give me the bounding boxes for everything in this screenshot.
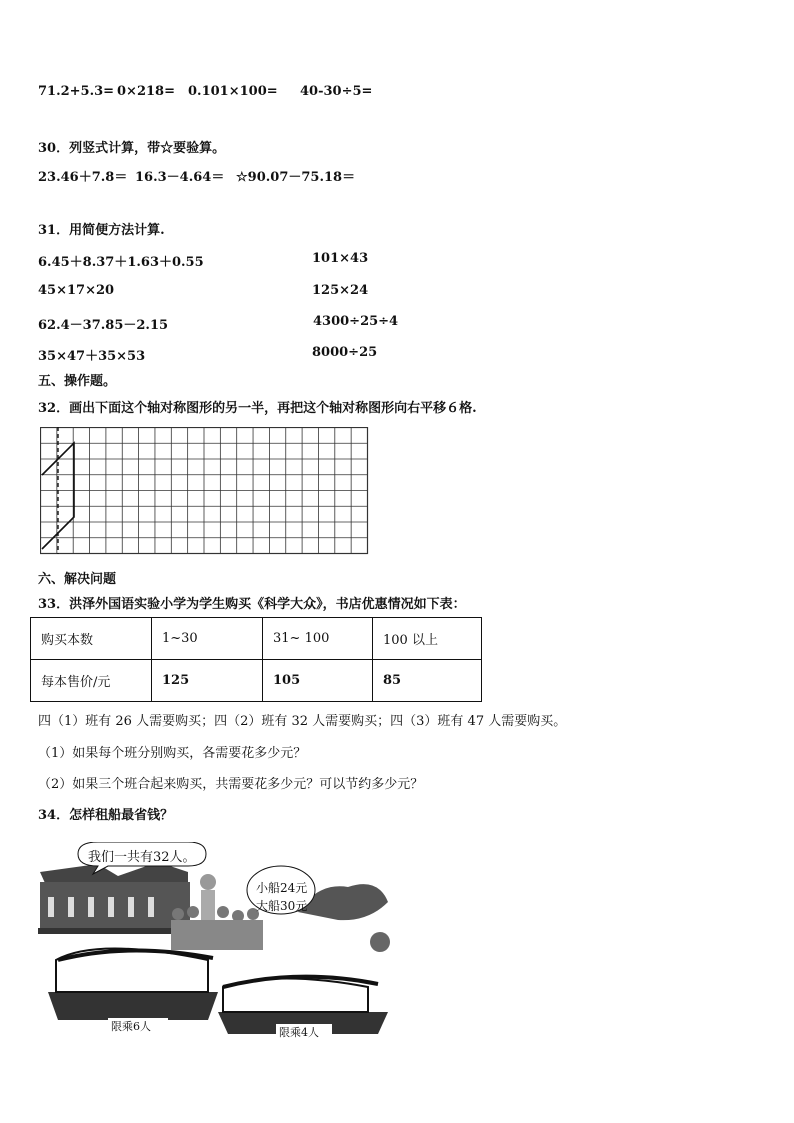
calc-item: 4300÷25÷4 xyxy=(313,314,399,329)
table-cell: 105 xyxy=(263,660,373,702)
question-title: 32．画出下面这个轴对称图形的另一半，再把这个轴对称图形向右平移６格. xyxy=(38,401,477,416)
question-title: 33．洪泽外国语实验小学为学生购买《科学大众》，书店优惠情况如下表： xyxy=(38,597,466,612)
table-cell: 100 以上 xyxy=(373,618,482,660)
price-small-boat: 小船24元 xyxy=(256,881,308,895)
speech-bubble-text: 我们一共有32人。 xyxy=(88,850,196,865)
table-cell: 购买本数 xyxy=(31,618,152,660)
table-row xyxy=(31,618,482,660)
calc-item: 71.2+5.3= xyxy=(38,84,115,99)
calc-item: 23.46＋7.8＝ xyxy=(38,170,128,185)
calc-item: 62.4－37.85－2.15 xyxy=(38,318,169,333)
boat-label-small: 限乘4人 xyxy=(279,1026,319,1039)
sub-question: （2）如果三个班合起来购买，共需要花多少元？可以节约多少元？ xyxy=(38,777,424,792)
section-heading: 六、解决问题 xyxy=(38,572,117,587)
calc-item: 45×17×20 xyxy=(38,283,115,298)
calc-item: 125×24 xyxy=(312,283,369,298)
question-title: 31．用简便方法计算. xyxy=(38,223,165,238)
table-cell: 125 xyxy=(152,660,263,702)
calc-item: 35×47＋35×53 xyxy=(38,349,146,364)
question-title: 34．怎样租船最省钱？ xyxy=(38,808,174,823)
boat-rental-illustration xyxy=(38,842,398,1042)
table-cell: 85 xyxy=(373,660,482,702)
question-title: 30．列竖式计算，带☆要验算。 xyxy=(38,141,226,156)
table-cell: 1~30 xyxy=(152,618,263,660)
price-big-boat: 大船30元 xyxy=(256,899,308,913)
section-heading: 五、操作题。 xyxy=(38,374,117,389)
calc-item: 6.45＋8.37＋1.63＋0.55 xyxy=(38,255,204,270)
sub-question: （1）如果每个班分别购买，各需要花多少元？ xyxy=(38,746,307,761)
calc-item: 101×43 xyxy=(312,251,369,266)
calc-item: ☆90.07－75.18＝ xyxy=(236,170,356,185)
calc-item: 8000÷25 xyxy=(312,345,378,360)
calc-item: 16.3－4.64＝ xyxy=(135,170,225,185)
table-cell: 31~ 100 xyxy=(263,618,373,660)
calc-item: 0×218= xyxy=(117,84,175,99)
table-cell: 每本售价/元 xyxy=(31,660,152,702)
table-row xyxy=(31,660,482,702)
calc-item: 40-30÷5= xyxy=(300,84,373,99)
calc-item: 0.101×100= xyxy=(188,84,278,99)
price-table xyxy=(30,617,482,702)
symmetry-grid xyxy=(40,427,370,557)
boat-label-big: 限乘6人 xyxy=(111,1020,151,1033)
problem-text: 四（1）班有 26 人需要购买；四（2）班有 32 人需要购买；四（3）班有 47 人需要购买。 xyxy=(38,714,567,729)
